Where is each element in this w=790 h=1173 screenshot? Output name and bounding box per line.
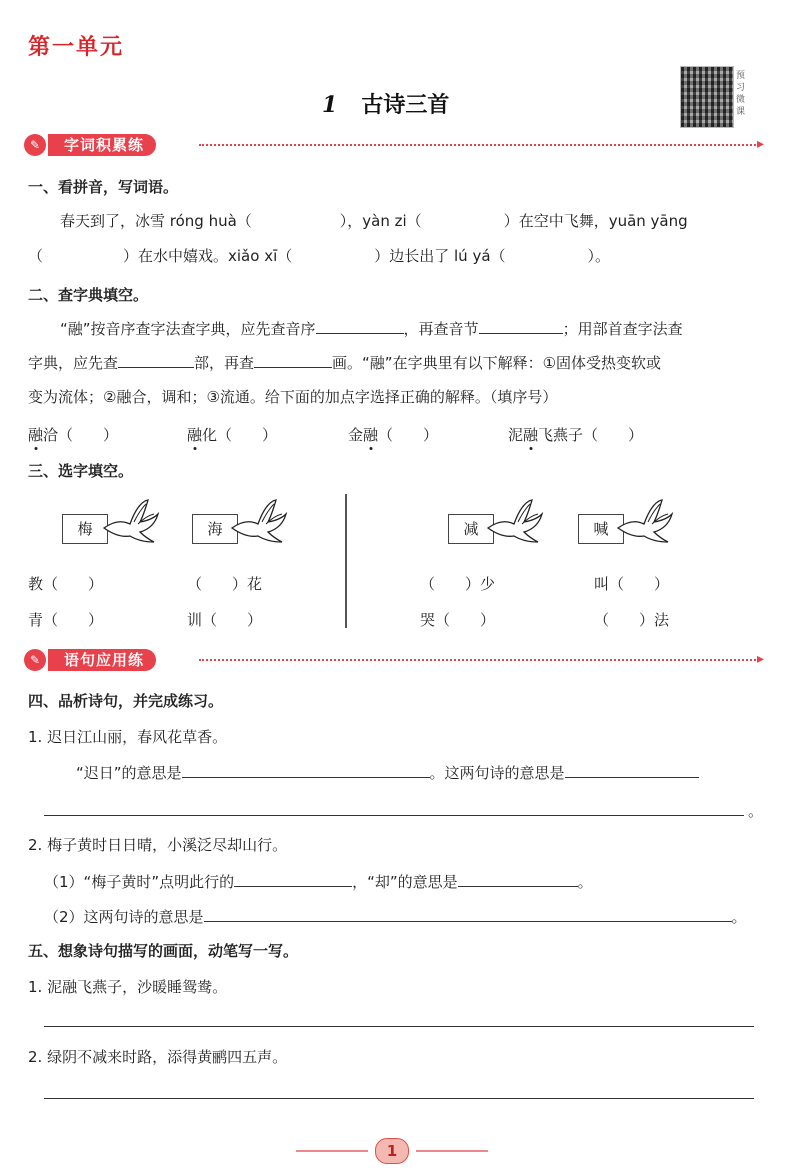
page-number: 1 [375,1138,409,1164]
bell-icon: ✎ [24,134,46,156]
lesson-number: 1 [322,92,338,118]
section-sentence-label: 语句应用练 [48,649,156,671]
dotted-char: 融 [523,426,539,444]
section-vocab-bar [24,134,764,158]
q4-text: （1）“梅子黄时”点明此行的 [44,873,235,891]
answer-blank[interactable] [234,872,352,887]
q3-left-r1c1[interactable]: 教（ ） [28,575,104,593]
dotted-char: 融 [28,426,44,444]
dove-icon [484,498,544,546]
q1-text: 春天到了，冰雪 róng huà（ [60,212,252,230]
q4-heading: 四、品析诗句，并完成练习。 [28,692,224,710]
dove-icon [614,498,674,546]
word-pre: 泥 [508,426,524,444]
q4-item2-q1 [44,871,593,892]
q2-text: ；用部首查字法查 [562,320,683,338]
dotted-divider [199,144,759,146]
column-divider [345,494,347,628]
q4-item2-q2 [44,906,747,927]
qr-code-icon[interactable] [680,66,734,128]
q3-right-r2c2[interactable]: （ ）法 [594,611,670,629]
q2-line2 [28,352,661,373]
dove-icon [228,498,288,546]
q3-heading: 三、选字填空。 [28,462,134,480]
q1-heading: 一、看拼音，写词语。 [28,178,179,196]
answer-blank[interactable] [204,907,732,922]
q1-text: ）在空中飞舞，yuān yāng [503,212,688,230]
q1-text: ）在水中嬉戏。xiǎo xī（ [123,247,293,265]
q2-heading: 二、查字典填空。 [28,286,149,304]
lesson-title [322,88,449,119]
q4-text: 。 [577,873,593,891]
char-box-han: 喊 [578,514,624,544]
q1-line1 [60,210,688,231]
dotted-divider [199,659,759,661]
q4-item2: 2. 梅子黄时日日晴，小溪泛尽却山行。 [28,836,288,854]
dotted-char: 融 [187,426,203,444]
answer-line[interactable] [44,1098,754,1099]
q5-item1: 1. 泥融飞燕子，沙暖睡鸳鸯。 [28,978,228,996]
q5-heading: 五、想象诗句描写的画面，动笔写一写。 [28,942,299,960]
q1-text: （ [28,247,44,265]
word-post: 飞燕子（ ） [538,426,644,444]
arrow-right-icon: ▸ [757,651,765,667]
q3-left-r2c1[interactable]: 青（ ） [28,611,104,629]
q3-right-r1c1[interactable]: （ ）少 [420,575,496,593]
q3-left-r1c2[interactable]: （ ）花 [187,575,263,593]
char-box-mei: 梅 [62,514,108,544]
q1-text: ），yàn zi（ [339,212,422,230]
qr-side-label: 预习微课 [736,71,746,117]
q2-word-0[interactable] [28,424,118,445]
word-post: 化（ ） [202,426,278,444]
dotted-char: 融 [363,426,379,444]
q2-text: “融”按音序查字法查字典，应先查音序 [60,320,316,338]
answer-blank[interactable] [458,872,578,887]
q5-item2: 2. 绿阴不减来时路，添得黄鹂四五声。 [28,1048,288,1066]
char-box-jian: 减 [448,514,494,544]
page-number-rule [416,1150,488,1152]
answer-blank[interactable] [316,319,404,334]
q4-text: 。这两句诗的意思是 [429,764,565,782]
end-mark: 。 [748,802,764,820]
q4-text: 。 [731,908,747,926]
q2-word-3[interactable] [508,424,643,445]
q2-text: ，再查音节 [403,320,479,338]
unit-title: 第一单元 [28,35,125,60]
word-post: 洽（ ） [43,426,119,444]
answer-blank[interactable] [182,763,430,778]
q1-line2 [28,245,610,266]
answer-blank[interactable] [254,353,332,368]
char-box-hai: 海 [192,514,238,544]
q2-text: 画。“融”在字典里有以下解释：①固体受热变软或 [332,354,662,372]
q4-item1-question [76,762,699,783]
bell-icon: ✎ [24,649,46,671]
q3-right-r2c1[interactable]: 哭（ ） [420,611,496,629]
arrow-right-icon: ▸ [757,136,765,152]
q4-text: （2）这两句诗的意思是 [44,908,204,926]
q3-right-r1c2[interactable]: 叫（ ） [594,575,670,593]
answer-line[interactable] [44,1026,754,1027]
q4-item1: 1. 迟日江山丽，春风花草香。 [28,728,228,746]
word-post: （ ） [378,426,439,444]
word-pre: 金 [348,426,364,444]
q2-word-1[interactable] [187,424,277,445]
answer-line[interactable] [44,815,744,816]
q2-text: 部，再查 [194,354,255,372]
q4-text: ，“却”的意思是 [352,873,458,891]
section-vocab-label: 字词积累练 [48,134,156,156]
answer-blank[interactable] [479,319,563,334]
q1-text: ）。 [587,247,611,265]
dove-icon [100,498,160,546]
q2-word-2[interactable] [348,424,438,445]
answer-blank[interactable] [565,763,699,778]
answer-blank[interactable] [118,353,194,368]
q1-text: ）边长出了 lú yá（ [374,247,506,265]
lesson-name: 古诗三首 [361,93,450,118]
q3-left-r2c2[interactable]: 训（ ） [187,611,263,629]
section-sentence-bar [24,649,764,673]
q2-line1 [60,318,683,339]
q2-line3: 变为流体；②融合，调和；③流通。给下面的加点字选择正确的解释。（填序号） [28,388,558,406]
q2-text: 字典，应先查 [28,354,119,372]
page-number-rule [296,1150,368,1152]
q4-text: “迟日”的意思是 [76,764,182,782]
